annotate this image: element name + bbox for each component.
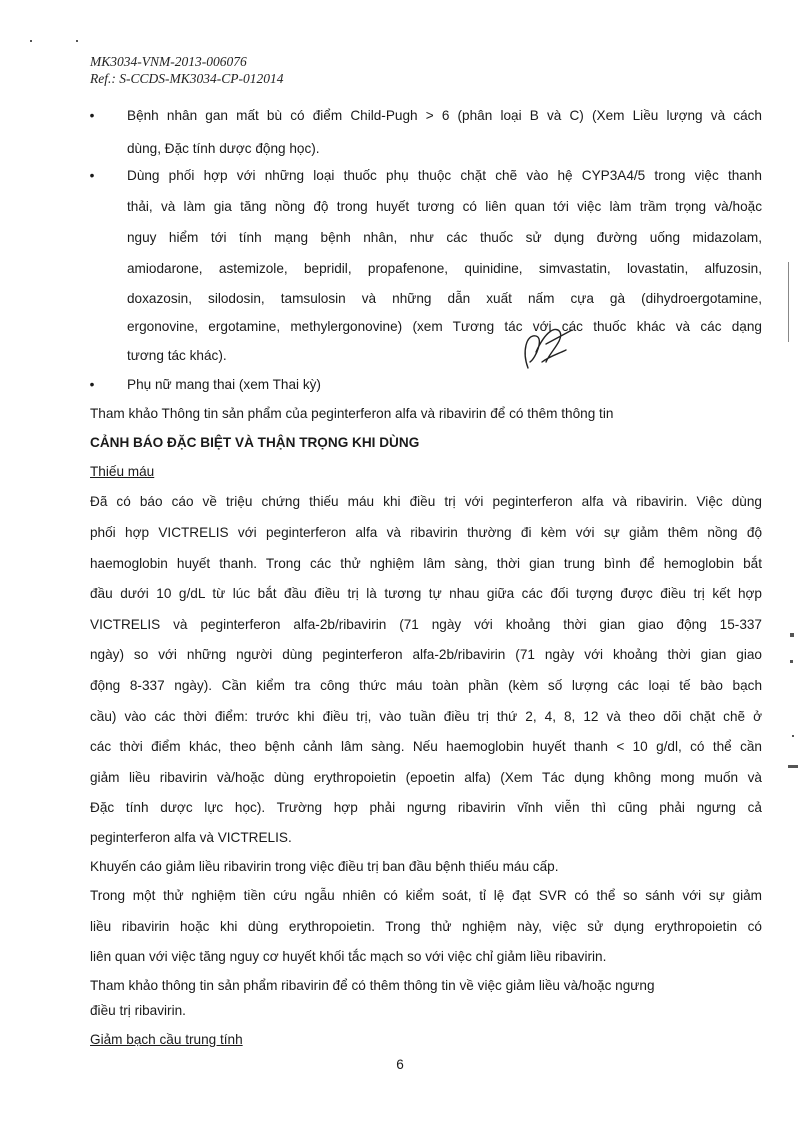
bullet-icon: •	[89, 168, 95, 183]
page-number: 6	[396, 1057, 404, 1072]
text-line: Khuyến cáo giảm liều ribavirin trong việc điều trị ban đầu bệnh thiếu máu cấp.	[90, 859, 559, 874]
text-line: Đặc tính dược lực học). Trường hợp phải ngưng ribavirin vĩnh viễn thì cũng phải ngưng cả	[90, 800, 762, 815]
text-line: Trong một thử nghiệm tiền cứu ngẫu nhiên có kiểm soát, tỉ lệ đạt SVR có thể so sánh với sự giảm	[90, 888, 762, 903]
text-line: Dùng phối hợp với những loại thuốc phụ thuộc chặt chẽ vào hệ CYP3A4/5 trong việc thanh	[127, 168, 762, 183]
subsection-heading: Giảm bạch cầu trung tính	[90, 1032, 243, 1047]
text-line: thải, và làm gia tăng nồng độ trong huyết tương có liên quan tới việc làm trầm trọng và/hoặc	[127, 199, 762, 214]
text-line: ngày) so với những người dùng peginterferon alfa-2b/ribavirin (71 ngày với khoảng thời gian giao	[90, 647, 762, 662]
text-line: VICTRELIS và peginterferon alfa-2b/ribavirin (71 ngày với khoảng thời gian giao động 15-337	[90, 617, 762, 632]
text-line: nguy hiểm tới tính mạng bệnh nhân, như các thuốc sử dụng đường uống midazolam,	[127, 230, 762, 245]
text-line: liên quan với việc tăng nguy cơ huyết khối tắc mạch so với việc chỉ giảm liều ribavirin.	[90, 949, 607, 964]
text-line: dùng, Đặc tính dược động học).	[127, 141, 320, 156]
text-line: đầu dưới 10 g/dL từ lúc bắt đầu điều trị là tương tự nhau giữa các đối tượng được điều trị kết hợp	[90, 586, 762, 601]
text-line: điều trị ribavirin.	[90, 1003, 186, 1018]
scan-mark	[788, 262, 789, 342]
scan-mark	[30, 40, 32, 42]
text-line: Bệnh nhân gan mất bù có điểm Child-Pugh > 6 (phân loại B và C) (Xem Liều lượng và cách	[127, 108, 762, 123]
scan-mark	[788, 765, 798, 768]
text-line: doxazosin, silodosin, tamsulosin và những dẫn xuất nấm cựa gà (dihydroergotamine,	[127, 291, 762, 306]
scan-mark	[790, 660, 793, 663]
text-line: haemoglobin huyết thanh. Trong các thử nghiệm lâm sàng, thời gian trung bình để hemoglobin bắt	[90, 556, 762, 571]
section-heading: CẢNH BÁO ĐẶC BIỆT VÀ THẬN TRỌNG KHI DÙNG	[90, 435, 420, 450]
text-line: phối hợp VICTRELIS với peginterferon alfa và ribavirin thường đi kèm với sự giảm thêm nồng độ	[90, 525, 762, 540]
scan-mark	[790, 633, 794, 637]
text-line: Phụ nữ mang thai (xem Thai kỳ)	[127, 377, 321, 392]
text-line: ergonovine, ergotamine, methylergonovine) (xem Tương tác với các thuốc khác và các dạng	[127, 319, 762, 334]
text-line: giảm liều ribavirin và/hoặc dùng erythropoietin (epoetin alfa) (Xem Tác dụng không mong muốn và	[90, 770, 762, 785]
bullet-icon: •	[89, 377, 95, 392]
text-line: Tham khảo Thông tin sản phẩm của peginterferon alfa và ribavirin để có thêm thông tin	[90, 406, 614, 421]
text-line: cầu) vào các thời điểm: trước khi điều trị, vào tuần điều trị thứ 2, 4, 8, 12 và theo dõi chặt chẽ ở	[90, 709, 762, 724]
page-header	[90, 53, 283, 87]
signature-mark	[516, 322, 576, 374]
text-line: amiodarone, astemizole, bepridil, propafenone, quinidine, simvastatin, lovastatin, alfuzosin,	[127, 261, 762, 276]
bullet-icon: •	[89, 108, 95, 123]
text-line: động 8-337 ngày). Cần kiểm tra công thức máu toàn phần (kèm số lượng các loại tế bào bạch	[90, 678, 762, 693]
scan-mark	[76, 40, 78, 42]
document-code: MK3034-VNM-2013-006076	[90, 54, 247, 69]
text-line: tương tác khác).	[127, 348, 227, 363]
text-line: Tham khảo thông tin sản phẩm ribavirin để có thêm thông tin về việc giảm liều và/hoặc ngưng	[90, 978, 655, 993]
text-line: Đã có báo cáo về triệu chứng thiếu máu khi điều trị với peginterferon alfa và ribavirin. Việc dùng	[90, 494, 762, 509]
text-line: liều ribavirin hoặc khi dùng erythropoietin. Trong thử nghiệm này, việc sử dụng erythropoietin có	[90, 919, 762, 934]
subsection-heading: Thiếu máu	[90, 464, 155, 479]
scan-mark	[792, 735, 794, 737]
text-line: các thời điểm khác, theo bệnh cảnh lâm sàng. Nếu haemoglobin huyết thanh < 10 g/dl, có thể cần	[90, 739, 762, 754]
document-reference: Ref.: S-CCDS-MK3034-CP-012014	[90, 71, 284, 86]
text-line: peginterferon alfa và VICTRELIS.	[90, 830, 292, 845]
